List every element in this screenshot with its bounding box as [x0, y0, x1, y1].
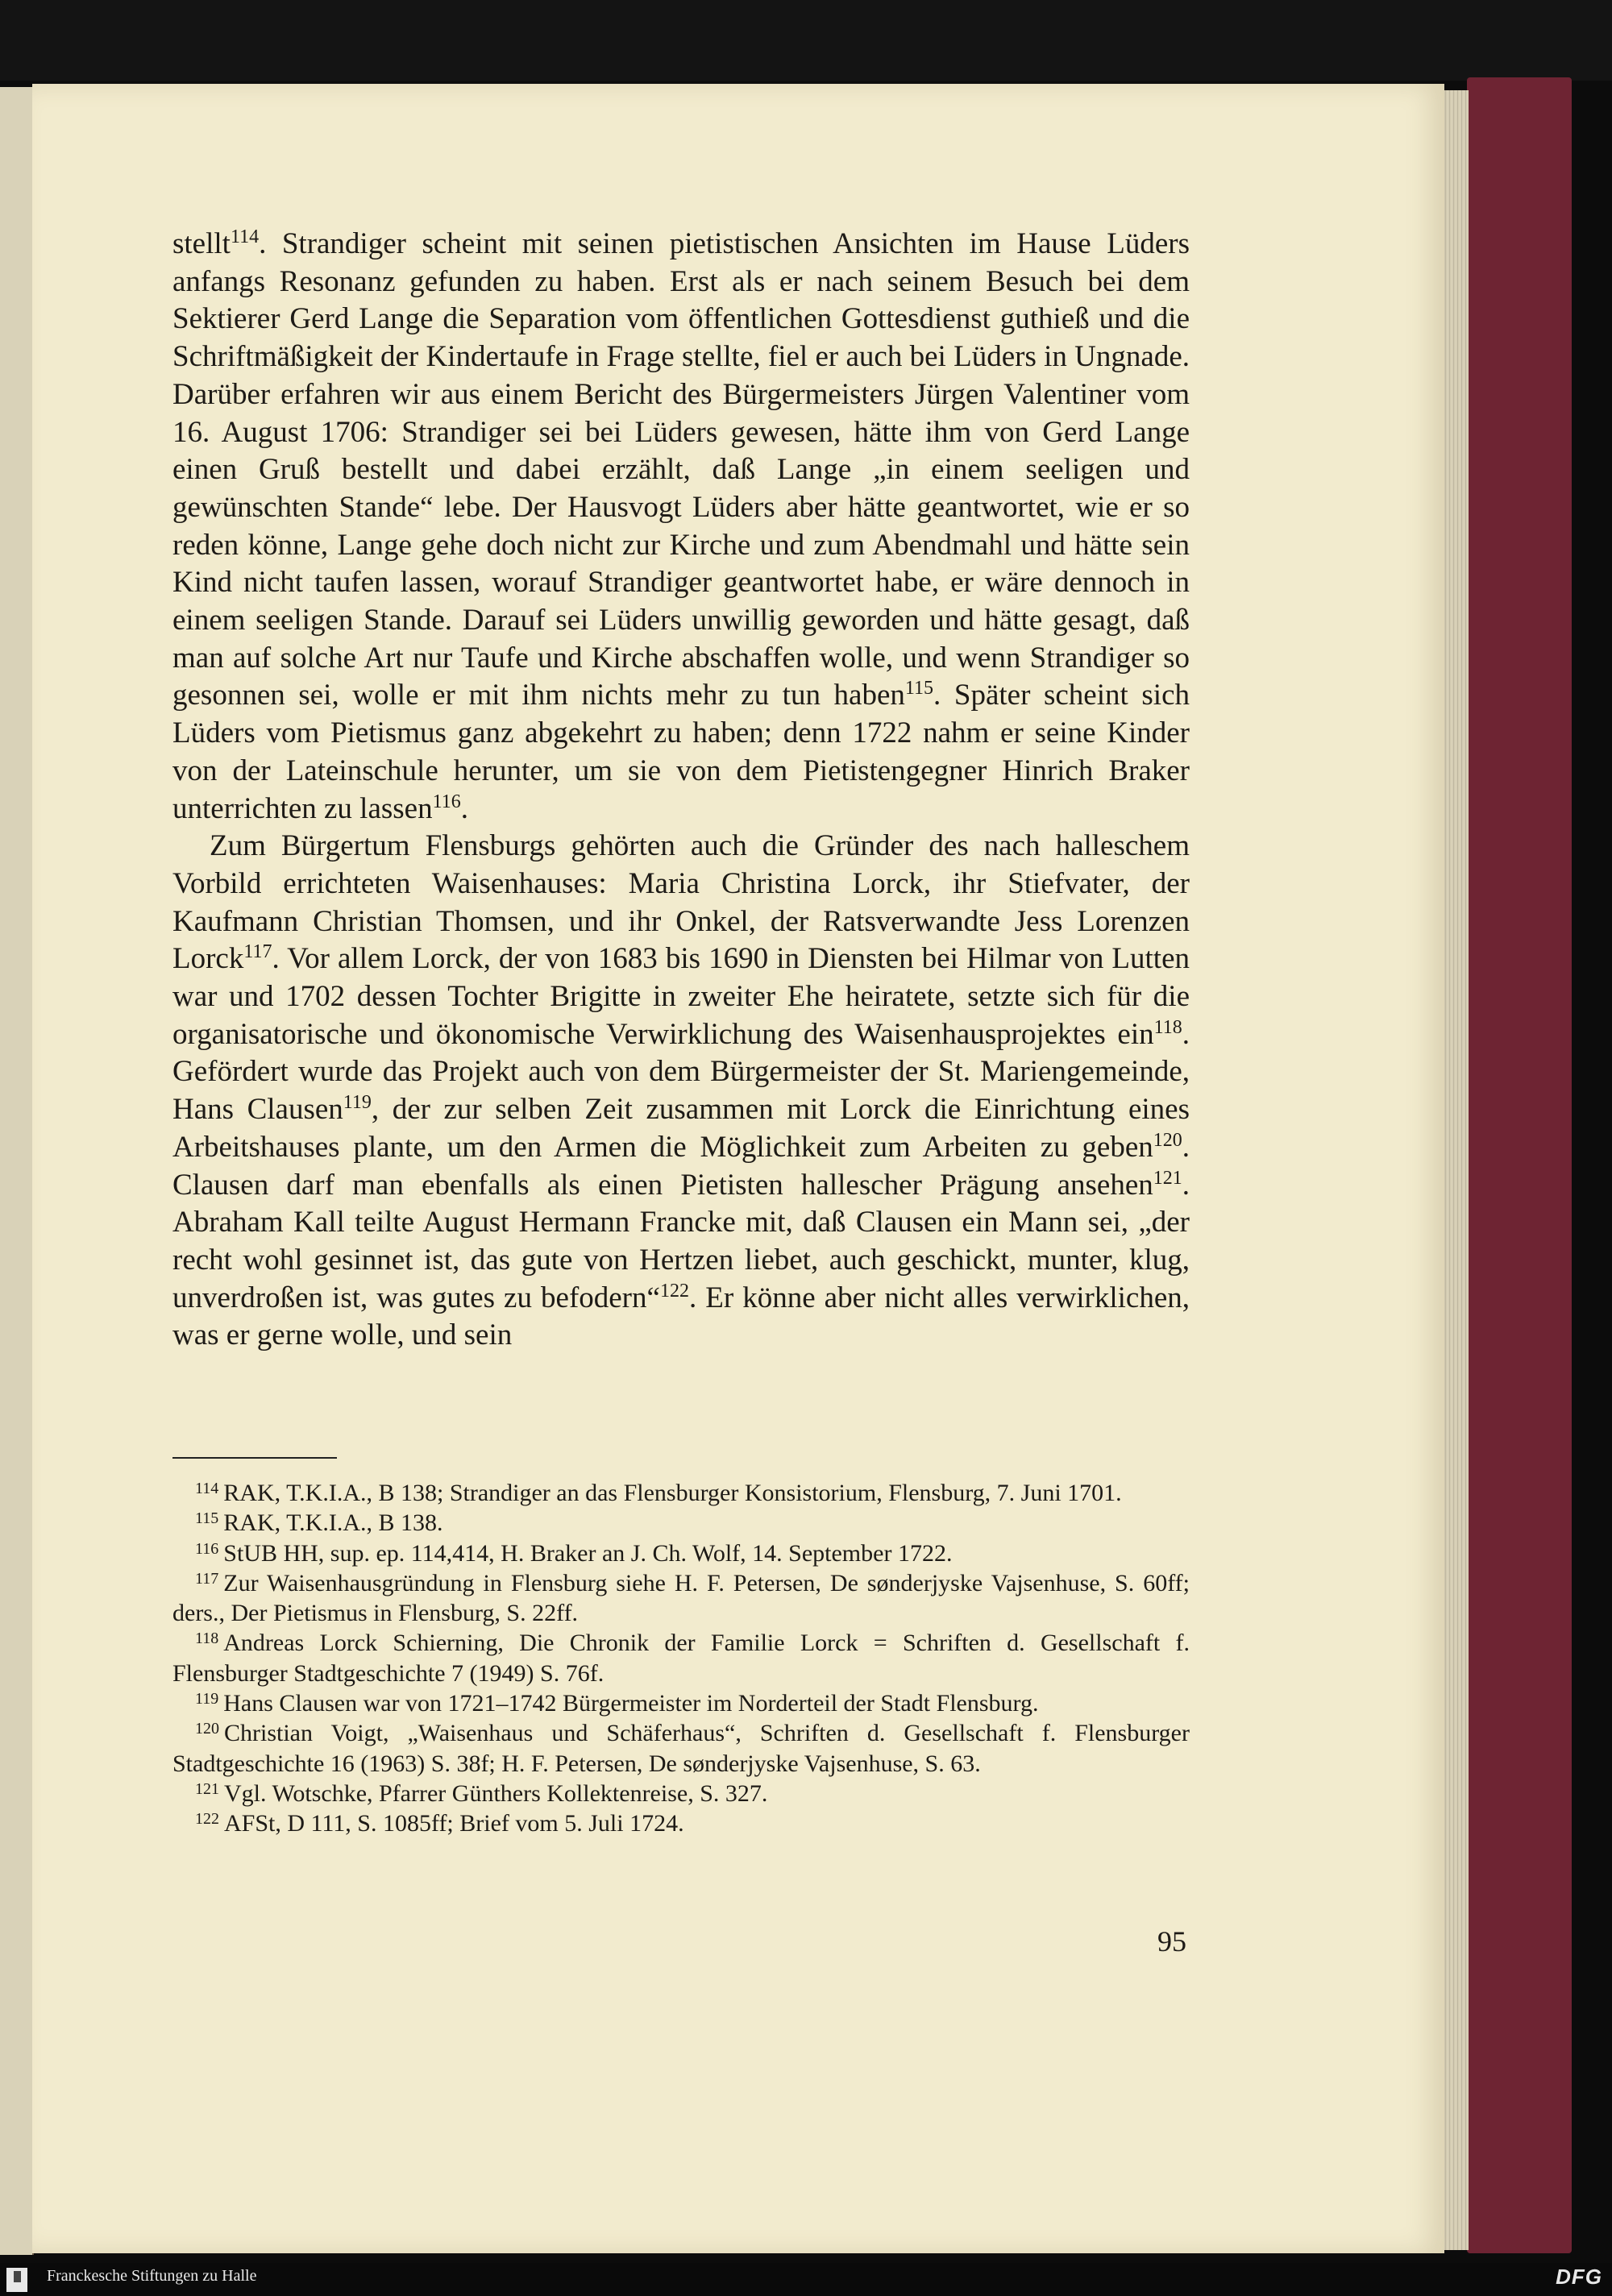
footnote-number: 114 [195, 1480, 219, 1497]
dfg-logo: DFG [1556, 2265, 1602, 2289]
footnote-text: AFSt, D 111, S. 1085ff; Brief vom 5. Juli 1724. [224, 1810, 684, 1837]
footnote-ref: 116 [432, 791, 461, 812]
footnote [172, 1568, 1190, 1629]
footnote-ref: 121 [1153, 1167, 1182, 1189]
footnote-text: Vgl. Wotschke, Pfarrer Günthers Kollektenreise, S. 327. [224, 1779, 768, 1807]
footnote [172, 1779, 1190, 1808]
text-run: . Später scheint sich Lüders vom Pietismus ganz abgekehrt zu haben; denn 1722 nahm er seine Kinder von der Lateinschule herunter, um sie von dem Pietistengegner Hinrich Braker unterrichten zu lassen [172, 679, 1190, 825]
footnote-number: 119 [195, 1690, 219, 1709]
paragraph [172, 828, 1190, 1355]
footnote-ref: 117 [243, 941, 272, 963]
footnote-ref: 122 [659, 1280, 689, 1302]
footnote-text: RAK, T.K.I.A., B 138; Strandiger an das Flensburger Konsistorium, Flensburg, 7. Juni 1701. [223, 1480, 1122, 1506]
footnote-number: 117 [195, 1569, 219, 1588]
text-run: . [460, 791, 468, 825]
footnote [172, 1718, 1190, 1779]
footnote-number: 121 [195, 1779, 219, 1798]
text-run: . Clausen darf man ebenfalls als einen Pietisten hallescher Prägung ansehen [172, 1130, 1190, 1202]
page-stack-edge [1443, 90, 1469, 2250]
text-run: . Er könne aber nicht alles verwirklichen, was er gerne wolle, und sein [172, 1281, 1190, 1352]
text-run: , der zur selben Zeit zusammen mit Lorck die Einrichtung eines Arbeitshauses plante, um den Armen die Möglichkeit zum Arbeiten zu geben [172, 1093, 1190, 1164]
footnote-separator [172, 1457, 337, 1459]
text-run: . Strandiger scheint mit seinen pietistischen Ansichten im Hause Lüders anfangs Resonanz gefunden zu haben. Erst als er nach seinem Besuch bei dem Sektierer Gerd Lange die Separation vom öffentlichen Gottesdienst guthieß und die Schriftmäßigkeit der Kindertaufe in Frage stellte, fiel er auch bei Lüders in Ungnade. Darüber erfahren wir aus einem Bericht des Bürgermeisters Jürgen Valentiner vom 16. August 1706: Strandiger sei bei Lüders gewesen, hätte ihm von Gerd Lange einen Gruß bestellt und dabei erzählt, daß Lange „in einem seeligen und gewünschten Stande“ lebe. Der Hausvogt Lüders aber hätte geantwortet, wie er so reden könne, Lange gehe doch nicht zur Kirche und zum Abendmahl und hätte sein Kind nicht taufen lassen, worauf Strandiger geantwortet habe, er wäre dennoch in einem seeligen Stande. Darauf sei Lüders unwillig geworden und hätte gesagt, daß man auf solche Art nur Taufe und Kirche abschaffen wolle, und wenn Strandiger so gesonnen sei, wolle er mit ihm nichts mehr zu tun haben [172, 227, 1190, 712]
footnote-ref: 119 [343, 1092, 372, 1114]
body-text [172, 226, 1190, 1355]
page-number: 95 [1157, 1925, 1186, 1958]
footnote [172, 1508, 1190, 1538]
footnote-number: 115 [195, 1509, 219, 1528]
footnotes [172, 1478, 1190, 1839]
footnote-text: Christian Voigt, „Waisenhaus und Schäferhaus“, Schriften d. Gesellschaft f. Flensburger Stadtgeschichte 16 (1963) S. 38f; H. F. Petersen, De sønderjyske Vajsenhuse, S. 63. [172, 1720, 1190, 1777]
footnote-text: StUB HH, sup. ep. 114,414, H. Braker an J. Ch. Wolf, 14. September 1722. [223, 1539, 953, 1567]
footnote-number: 118 [195, 1630, 219, 1648]
footnote-text: Hans Clausen war von 1721–1742 Bürgermeister im Norderteil der Stadt Flensburg. [223, 1690, 1039, 1717]
text-run: . Vor allem Lorck, der von 1683 bis 1690 in Diensten bei Hilmar von Lutten war und 1702 dessen Tochter Brigitte in zweiter Ehe heiratete, setzte sich für die organisatorische und ökonomische Verwirklichung des Waisenhausprojektes ein [172, 942, 1190, 1051]
left-page-edge [0, 87, 34, 2255]
footnote-text: Zur Waisenhausgründung in Flensburg siehe H. F. Petersen, De sønderjyske Vajsenhuse, S. 60ff; ders., Der Pietismus in Flensburg, S. 22ff. [172, 1569, 1190, 1627]
footnote-ref: 118 [1153, 1016, 1182, 1038]
footnote-number: 122 [195, 1810, 219, 1829]
footnote-number: 120 [195, 1720, 219, 1738]
text-run: stellt [172, 227, 231, 260]
footnote-text: Andreas Lorck Schierning, Die Chronik der Familie Lorck = Schriften d. Gesellschaft f. Flensburger Stadtgeschichte 7 (1949) S. 76f. [172, 1630, 1190, 1687]
footnote-ref: 120 [1153, 1129, 1182, 1151]
footnote [172, 1628, 1190, 1688]
footer-credit: Franckesche Stiftungen zu Halle [47, 2267, 257, 2285]
text-run: Zum Bürgertum Flensburgs gehörten auch die Gründer des nach halleschem Vorbild errichteten Waisenhauses: Maria Christina Lorck, ihr Stiefvater, der Kaufmann Christian Thomsen, und ihr Onkel, der Ratsverwandte Jess Lorenzen Lorck [172, 829, 1190, 976]
footnote [172, 1478, 1190, 1508]
footnote-ref: 114 [230, 226, 260, 247]
footnote-ref: 115 [904, 678, 934, 700]
footnote [172, 1538, 1190, 1568]
footnote-text: RAK, T.K.I.A., B 138. [223, 1509, 443, 1537]
text-run: . Abraham Kall teilte August Hermann Francke mit, daß Clausen ein Mann sei, „der recht wohl gesinnet ist, das gute von Hertzen liebet, auch geschickt, munter, klug, unverdroßen ist, was gutes zu befodern“ [172, 1168, 1190, 1314]
footnote [172, 1688, 1190, 1718]
book-cover-edge [1467, 77, 1572, 2253]
scan-background [0, 0, 1612, 81]
logo-mark [14, 2271, 21, 2282]
footnote [172, 1808, 1190, 1838]
footnote-number: 116 [195, 1539, 219, 1558]
text-run: . Gefördert wurde das Projekt auch von dem Bürgermeister der St. Mariengemeinde, Hans Clausen [172, 1017, 1190, 1127]
paragraph [172, 226, 1190, 828]
